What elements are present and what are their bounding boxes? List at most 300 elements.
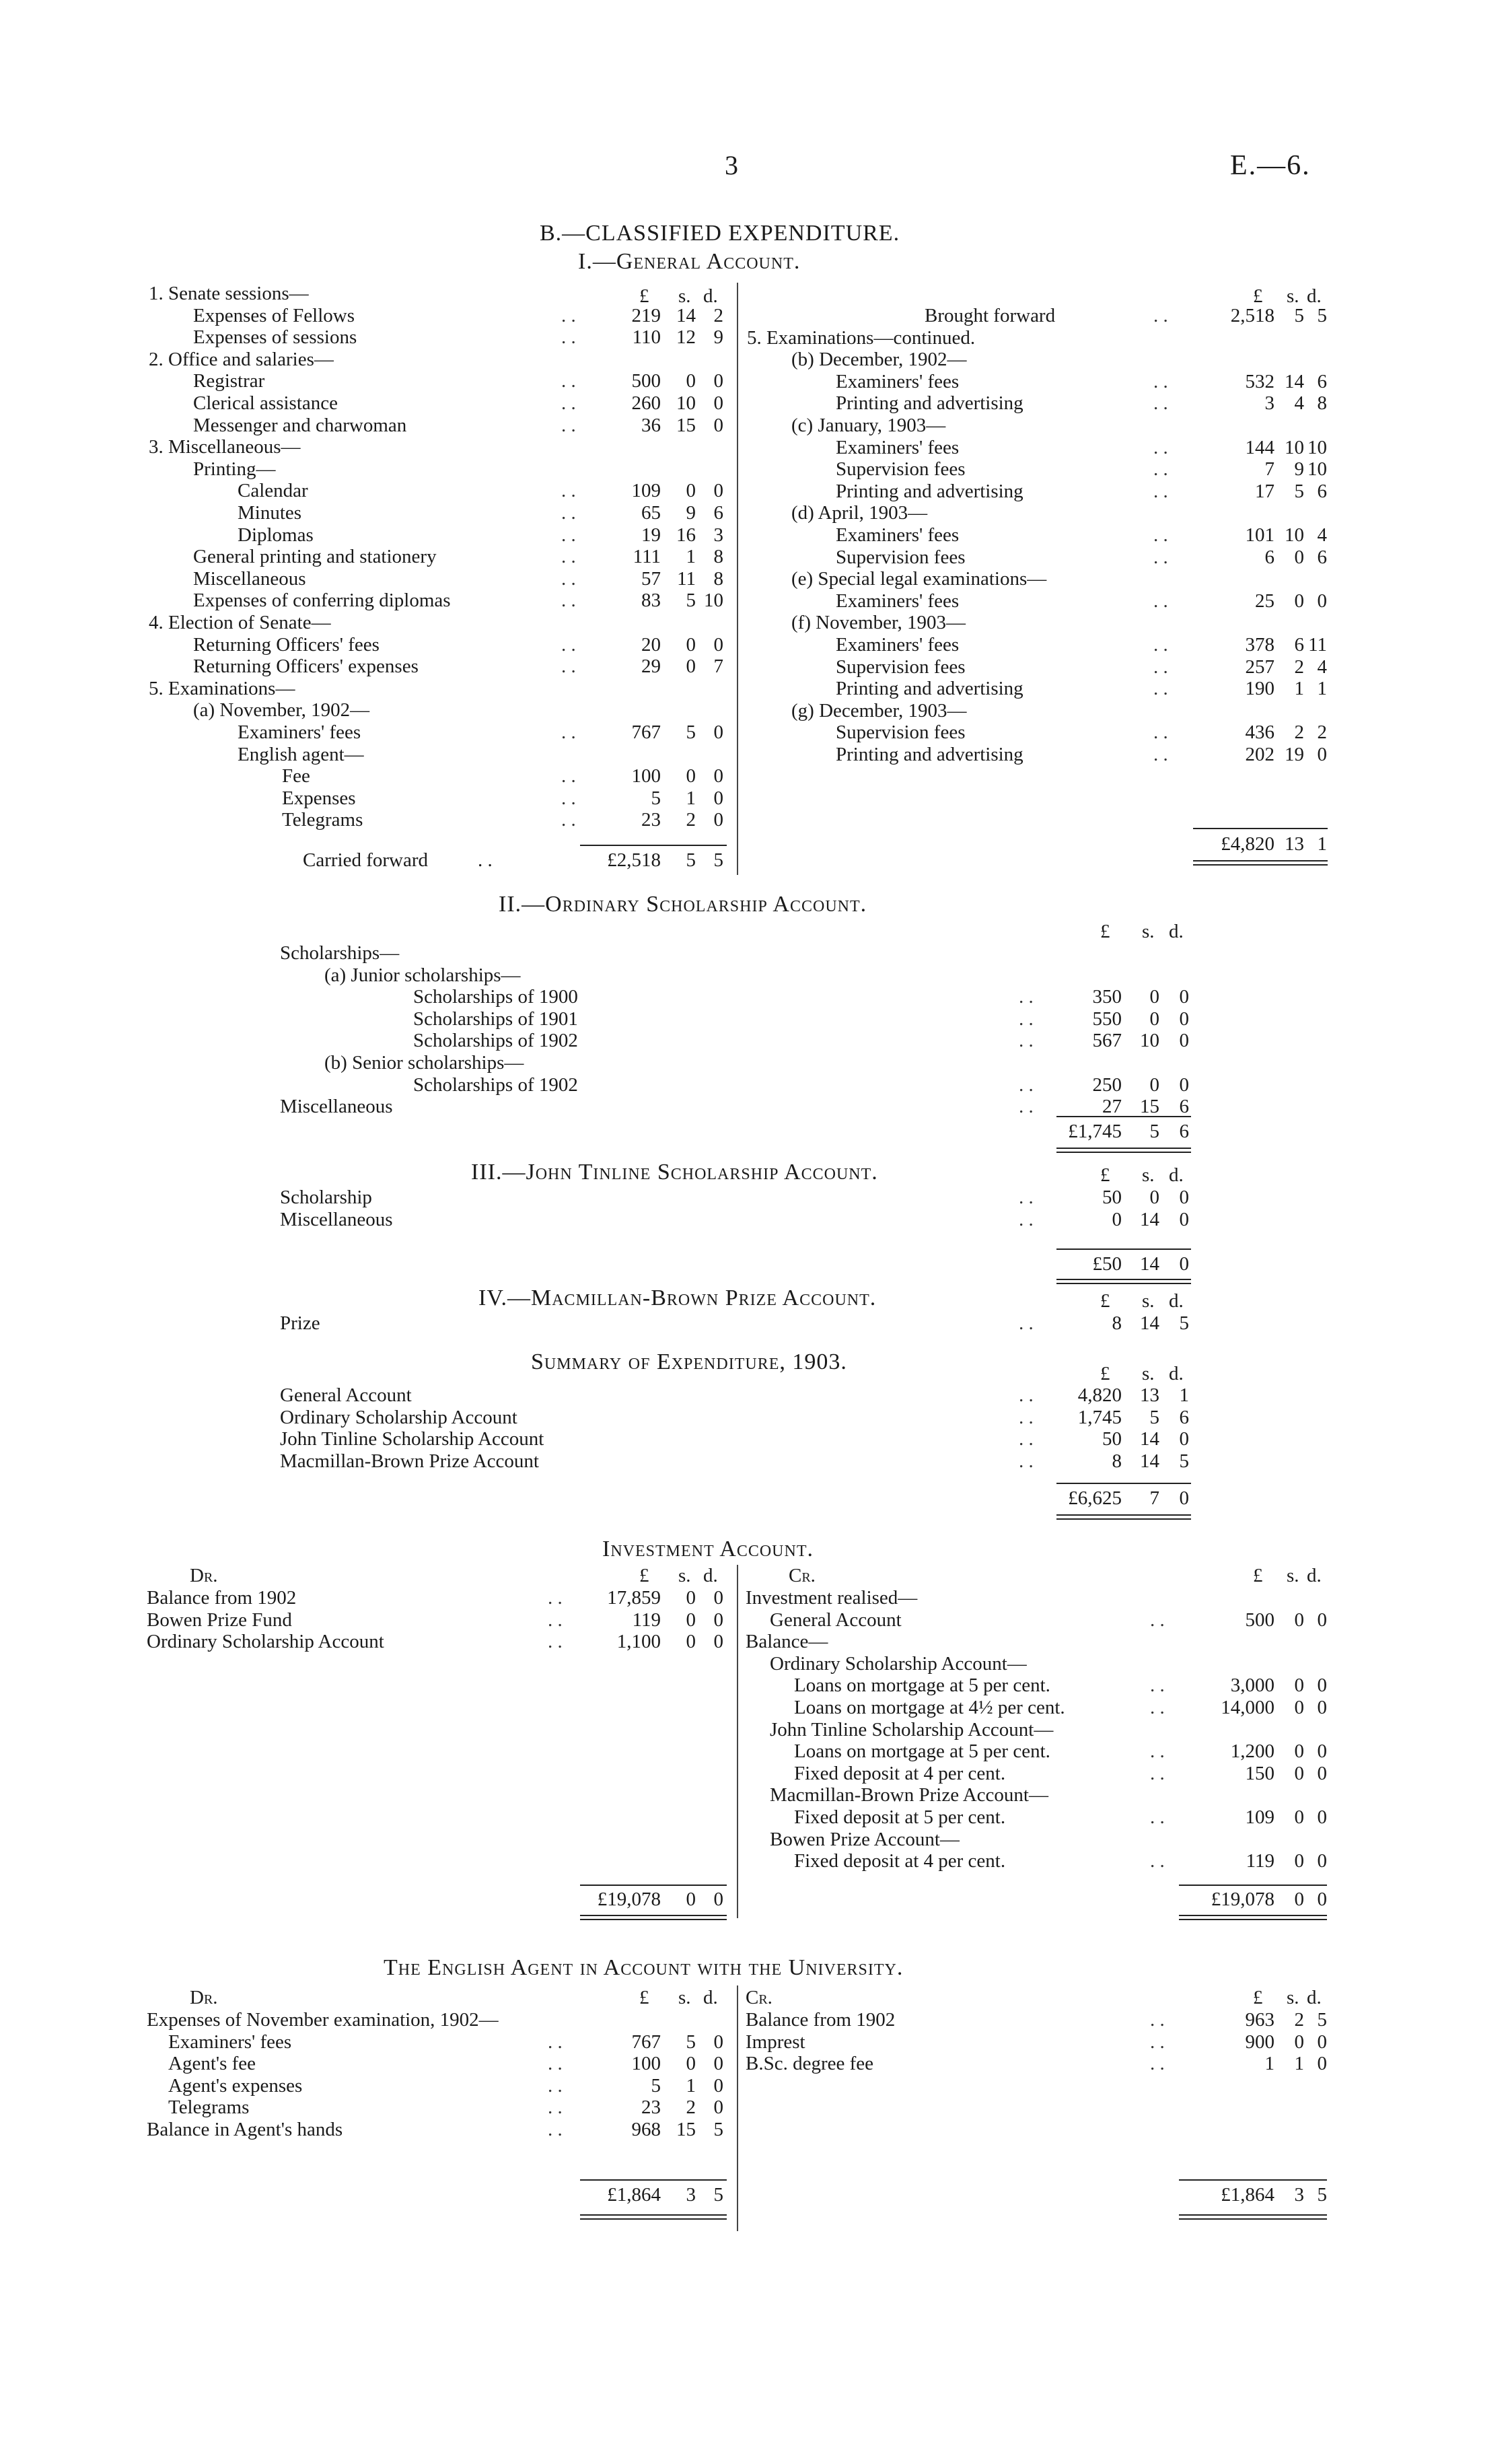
inv-cr-row-leader: . . [1150,1850,1165,1872]
gr-row-shillings: 6 [1294,634,1304,656]
ord-pounds-header: £ [1100,921,1110,942]
inv-cr-row-pounds: 1,200 [1230,1740,1274,1763]
inv-cr-row-label: Balance— [746,1631,828,1653]
gl-row-pounds: 23 [641,809,661,831]
gl-row-shillings: 15 [676,414,696,436]
mac-shillings-header: s. [1142,1290,1155,1312]
gl-row-shillings: 0 [686,765,696,787]
ea-dr-row-pounds: 5 [651,2074,661,2097]
gl-row-leader: . . [561,809,576,831]
gr-row-label: Supervision fees [836,656,966,678]
gr-row-pence: 2 [1317,721,1327,744]
gr-row-leader: . . [1153,744,1168,765]
inv-dr-row-shillings: 0 [686,1587,696,1609]
sum-row-leader: . . [1019,1384,1034,1406]
inv-cr-row-pounds: 150 [1245,1762,1274,1784]
gr-row-leader: . . [1153,590,1168,612]
gr-row-pence: 1 [1317,678,1327,700]
ord-row-label: Scholarships of 1901 [413,1008,578,1030]
gl-row-shillings: 11 [677,567,696,590]
gl-row-pounds: 110 [632,326,661,349]
inv-dr-row-label: Bowen Prize Fund [147,1609,292,1631]
gl-row-leader: . . [561,721,576,743]
ord-shillings-header: s. [1142,921,1155,942]
gl-row-pence: 0 [713,414,723,436]
ord-row-shillings: 10 [1140,1030,1159,1052]
inv-cr-row-label: Loans on mortgage at 4½ per cent. [794,1697,1065,1718]
ord-row-label: Miscellaneous [280,1096,393,1118]
ea-dr-row-pounds: 100 [631,2053,661,2075]
tin-row-shillings: 14 [1140,1208,1159,1230]
gr-row-shillings: 5 [1294,305,1304,326]
gl-row-pence: 10 [704,590,723,612]
inv-dr-row-pounds: 119 [632,1609,661,1631]
inv-dr-row-pounds: 17,859 [607,1587,661,1609]
english-agent-column-divider [737,1985,738,2231]
inv-cr-row-label: Loans on mortgage at 5 per cent. [794,1675,1050,1697]
sum-row-shillings: 5 [1149,1406,1159,1428]
ea-dr-row-label: Agent's fee [168,2053,256,2075]
section-title-english-agent: The English Agent in Account with the University. [384,1955,904,1980]
gr-row-shillings: 19 [1285,744,1304,765]
inv-cr-row-label: Investment realised— [746,1587,918,1609]
gl-row-pence: 7 [713,656,723,678]
inv-cr-pounds-header: £ [1253,1565,1263,1586]
inv-cr-row-label: Fixed deposit at 4 per cent. [794,1850,1006,1872]
gl-row-pounds: 65 [641,502,661,524]
ord-row-label: Scholarships of 1900 [413,986,578,1008]
section-title-summary: Summary of Expenditure, 1903. [531,1349,847,1374]
inv-dr-pounds-header: £ [639,1565,649,1586]
inv-dr-row-pence: 0 [713,1587,723,1609]
gl-row-shillings: 9 [686,502,696,524]
mac-row-label: Prize [280,1312,320,1334]
ea-cr-total-double-rule [1179,2214,1327,2220]
gl-row-shillings: 1 [686,787,696,809]
ord-total-pounds: £1,745 [1068,1121,1122,1142]
inv-cr-row-pounds: 119 [1246,1850,1274,1872]
sum-row-label: Ordinary Scholarship Account [280,1406,517,1428]
inv-dr-row-shillings: 0 [686,1609,696,1631]
gr-total-pounds: £4,820 [1221,833,1274,855]
gl-row-label: Telegrams [282,809,363,831]
ord-row-pence: 0 [1179,1030,1189,1052]
ord-row-shillings: 0 [1149,1008,1159,1030]
inv-cr-row-label: Fixed deposit at 4 per cent. [794,1762,1006,1784]
sum-row-pence: 6 [1179,1406,1189,1428]
gl-row-shillings: 2 [686,809,696,831]
gl-row-pence: 0 [713,480,723,502]
gr-row-pence: 11 [1308,634,1327,656]
gl-row-leader: . . [561,392,576,414]
inv-cr-shillings-header: s. [1287,1565,1299,1586]
mac-pounds-header: £ [1100,1290,1110,1312]
gl-row-pence: 0 [713,370,723,392]
gl-row-pounds: 83 [641,590,661,612]
ord-row-pence: 0 [1179,1008,1189,1030]
inv-dr-row-shillings: 0 [686,1631,696,1653]
ea-cr-total-rule [1179,2179,1327,2181]
gl-row-label: Expenses [282,787,356,809]
gr-row-pounds: 378 [1245,634,1274,656]
gr-row-pounds: 101 [1245,524,1274,546]
gr-row-shillings: 0 [1294,590,1304,612]
sum-total-pence: 0 [1179,1487,1189,1509]
gl-row-shillings: 16 [676,524,696,546]
gr-row-shillings: 10 [1285,436,1304,458]
ord-row-pounds: 27 [1102,1096,1122,1118]
inv-cr-row-pounds: 14,000 [1221,1697,1274,1718]
gl-row-shillings: 12 [676,326,696,349]
ord-row-pounds: 567 [1092,1030,1122,1052]
inv-cr-row-label: Bowen Prize Account— [770,1828,960,1850]
ea-cr-label: Cr. [746,1987,772,2008]
gr-row-pence: 10 [1307,458,1327,481]
gl-row-label: 3. Miscellaneous— [149,436,301,458]
gr-row-shillings: 1 [1294,678,1304,700]
ea-dr-row-label: Expenses of November examination, 1902— [147,2009,499,2031]
gr-row-leader: . . [1153,634,1168,656]
gl-row-label: Returning Officers' expenses [193,656,419,678]
inv-cr-row-leader: . . [1150,1697,1165,1718]
inv-cr-row-leader: . . [1150,1806,1165,1828]
tin-row-leader: . . [1019,1187,1034,1208]
gr-row-pounds: 202 [1245,744,1274,765]
gr-row-label: Examiners' fees [836,524,960,546]
gl-row-label: Expenses of Fellows [193,304,355,326]
ea-dr-row-leader: . . [548,2097,563,2119]
tin-row-pence: 0 [1179,1208,1189,1230]
gr-row-shillings: 2 [1294,721,1304,744]
gr-row-leader: . . [1153,480,1168,502]
section-title-macmillan: IV.—Macmillan-Brown Prize Account. [478,1286,877,1310]
gr-total-rule [1193,828,1328,829]
sum-pence-header: d. [1169,1363,1184,1384]
ea-cr-row-pence: 0 [1317,2053,1327,2075]
sum-row-leader: . . [1019,1428,1034,1450]
ea-cr-total-shillings: 3 [1294,2184,1304,2206]
ord-row-pounds: 550 [1092,1008,1122,1030]
tin-pounds-header: £ [1100,1164,1110,1186]
gr-row-leader: . . [1153,436,1168,458]
gl-row-pounds: 19 [641,524,661,546]
sum-row-pence: 1 [1179,1384,1189,1406]
gl-carried-forward-shillings: 5 [686,849,696,871]
gl-row-pounds: 219 [631,304,661,326]
ord-row-shillings: 0 [1149,986,1159,1008]
gr-row-label: Supervision fees [836,546,966,568]
ord-row-pounds: 250 [1092,1073,1122,1096]
inv-dr-total-pounds: £19,078 [597,1889,661,1910]
sum-row-shillings: 14 [1140,1450,1159,1472]
inv-dr-total-shillings: 0 [686,1889,696,1910]
inv-cr-row-label: Ordinary Scholarship Account— [770,1652,1027,1675]
ea-dr-row-label: Balance in Agent's hands [147,2119,343,2140]
sum-total-pounds: £6,625 [1068,1487,1122,1509]
ea-cr-row-leader: . . [1150,2031,1165,2053]
ea-cr-total-pounds: £1,864 [1221,2184,1274,2206]
mac-row-pence: 5 [1179,1312,1189,1334]
ord-row-pounds: 350 [1092,986,1122,1008]
tin-total-shillings: 14 [1140,1253,1159,1275]
ea-dr-row-label: Examiners' fees [168,2031,292,2053]
gl-row-leader: . . [561,502,576,524]
gl-row-pounds: 20 [641,633,661,656]
inv-cr-row-leader: . . [1150,1762,1165,1784]
ea-dr-row-pence: 0 [713,2031,723,2053]
gl-row-shillings: 5 [686,590,696,612]
inv-dr-row-label: Ordinary Scholarship Account [147,1631,384,1653]
sum-row-pence: 0 [1179,1428,1189,1450]
gl-row-label: Miscellaneous [193,567,306,590]
ea-cr-row-pounds: 1 [1264,2053,1274,2075]
gl-row-label: Registrar [193,370,265,392]
gr-total-shillings: 13 [1285,833,1304,855]
gr-row-label: (c) January, 1903— [791,415,946,436]
gl-row-leader: . . [561,414,576,436]
ea-dr-row-leader: . . [548,2074,563,2097]
gl-carried-forward-label: Carried forward [303,849,428,871]
gl-row-shillings: 0 [686,633,696,656]
gr-row-pounds: 436 [1245,721,1274,744]
inv-cr-row-pence: 0 [1317,1697,1327,1718]
ea-dr-total-pounds: £1,864 [607,2184,661,2206]
ea-dr-row-leader: . . [548,2053,563,2075]
ea-dr-row-pounds: 968 [631,2119,661,2140]
gr-row-shillings: 5 [1294,480,1304,502]
inv-cr-row-leader: . . [1150,1675,1165,1697]
sum-row-label: John Tinline Scholarship Account [280,1428,544,1450]
inv-cr-row-pence: 0 [1317,1850,1327,1872]
inv-cr-row-pence: 0 [1317,1740,1327,1763]
inv-dr-row-label: Balance from 1902 [147,1587,297,1609]
gl-row-pence: 2 [713,304,723,326]
inv-cr-total-pounds: £19,078 [1211,1889,1274,1910]
inv-cr-row-leader: . . [1150,1740,1165,1763]
inv-cr-row-shillings: 0 [1294,1609,1304,1631]
ea-dr-row-shillings: 1 [686,2074,696,2097]
gr-row-label: Examiners' fees [836,370,960,392]
ea-dr-total-pence: 5 [713,2184,723,2206]
gr-total-pence: 1 [1317,833,1327,855]
gl-pence-header: d. [703,285,718,307]
tin-row-label: Scholarship [280,1187,372,1208]
gr-row-label: Brought forward [925,305,1056,326]
ea-cr-row-label: Balance from 1902 [746,2009,896,2031]
ord-row-label: Scholarships of 1902 [413,1030,578,1052]
tin-total-pence: 0 [1179,1253,1189,1275]
gl-row-pence: 9 [713,326,723,349]
ea-cr-row-shillings: 0 [1294,2031,1304,2053]
gl-row-label: Printing— [193,458,276,480]
inv-cr-row-shillings: 0 [1294,1675,1304,1697]
sum-row-leader: . . [1019,1406,1034,1428]
inv-dr-total-rule [580,1885,727,1886]
gl-row-pence: 0 [713,633,723,656]
ea-cr-row-label: Imprest [746,2031,805,2053]
ord-row-pence: 0 [1179,986,1189,1008]
gr-row-pounds: 257 [1245,656,1274,678]
tin-row-pence: 0 [1179,1187,1189,1208]
ord-row-pence: 6 [1179,1096,1189,1118]
ord-pence-header: d. [1169,921,1184,942]
gl-row-leader: . . [561,656,576,678]
gl-row-pounds: 111 [633,546,661,568]
inv-cr-total-shillings: 0 [1294,1889,1304,1910]
inv-cr-row-pence: 0 [1317,1762,1327,1784]
sum-row-shillings: 13 [1140,1384,1159,1406]
inv-dr-row-leader: . . [548,1587,563,1609]
section-title-investment: Investment Account. [602,1537,814,1561]
gl-row-label: Clerical assistance [193,392,338,414]
gl-row-leader: . . [561,590,576,612]
gl-row-label: Expenses of conferring diplomas [193,590,451,612]
inv-dr-row-pence: 0 [713,1609,723,1631]
inv-cr-row-shillings: 0 [1294,1806,1304,1828]
gl-carried-forward-pence: 5 [713,849,723,871]
gr-pounds-header: £ [1253,285,1263,307]
ord-row-label: Scholarships of 1902 [413,1073,578,1096]
tin-total-pounds: £50 [1092,1253,1122,1275]
gr-row-pounds: 17 [1255,480,1274,502]
gl-row-label: Returning Officers' fees [193,633,380,656]
tin-row-label: Miscellaneous [280,1208,393,1230]
inv-dr-total-double-rule [580,1915,727,1920]
sum-row-leader: . . [1019,1450,1034,1472]
inv-dr-label: Dr. [190,1565,218,1586]
gr-row-leader: . . [1153,678,1168,700]
ord-row-label: (a) Junior scholarships— [324,964,521,986]
gl-row-leader: . . [561,546,576,568]
ea-cr-row-pounds: 963 [1245,2009,1274,2031]
gl-row-leader: . . [561,765,576,787]
inv-cr-row-pence: 0 [1317,1609,1327,1631]
ea-cr-row-label: B.Sc. degree fee [746,2053,874,2075]
gr-row-shillings: 4 [1294,392,1304,415]
gl-row-pence: 0 [713,392,723,414]
section-title-ordinary: II.—Ordinary Scholarship Account. [499,892,867,917]
inv-cr-row-shillings: 0 [1294,1740,1304,1763]
gl-row-pence: 8 [713,546,723,568]
ord-row-shillings: 0 [1149,1073,1159,1096]
gr-row-shillings: 2 [1294,656,1304,678]
section-title-general: I.—General Account. [578,249,801,274]
sum-pounds-header: £ [1100,1363,1110,1384]
ea-cr-row-shillings: 2 [1294,2009,1304,2031]
gr-row-pence: 10 [1307,436,1327,458]
ea-dr-row-pounds: 23 [641,2097,661,2119]
gl-row-label: Messenger and charwoman [193,414,407,436]
gl-carried-forward-pounds: £2,518 [607,849,661,871]
gr-row-leader: . . [1153,370,1168,392]
ea-dr-shillings-header: s. [678,1987,691,2008]
ea-dr-row-label: Agent's expenses [168,2074,303,2097]
gr-row-pounds: 25 [1255,590,1274,612]
inv-cr-row-label: Loans on mortgage at 5 per cent. [794,1740,1050,1763]
inv-cr-row-label: Macmillan-Brown Prize Account— [770,1784,1048,1806]
gl-row-label: (a) November, 1902— [193,699,370,721]
ord-row-label: Scholarships— [280,942,400,964]
gr-row-pounds: 144 [1245,436,1274,458]
sum-row-label: General Account [280,1384,412,1406]
ord-row-leader: . . [1019,986,1034,1008]
ea-dr-row-pence: 0 [713,2097,723,2119]
page-number: 3 [725,150,738,180]
inv-cr-total-rule [1179,1885,1327,1886]
ea-dr-label: Dr. [190,1987,218,2008]
gr-row-pence: 4 [1317,656,1327,678]
gr-row-label: (f) November, 1903— [791,612,966,634]
gl-row-label: 5. Examinations— [149,677,295,699]
ord-total-rule [1056,1116,1191,1117]
inv-cr-row-label: John Tinline Scholarship Account— [770,1718,1054,1740]
ea-dr-row-leader: . . [548,2031,563,2053]
gl-row-leader: . . [561,524,576,546]
main-heading: B.—CLASSIFIED EXPENDITURE. [540,221,900,246]
inv-dr-shillings-header: s. [678,1565,691,1586]
gr-row-label: Printing and advertising [836,480,1023,502]
gr-row-pence: 5 [1317,305,1327,326]
tin-row-pounds: 0 [1112,1208,1122,1230]
tin-row-pounds: 50 [1102,1187,1122,1208]
inv-cr-total-double-rule [1179,1915,1327,1920]
inv-cr-row-pounds: 3,000 [1230,1675,1274,1697]
inv-cr-row-shillings: 0 [1294,1850,1304,1872]
sum-row-shillings: 14 [1140,1428,1159,1450]
gl-row-label: Minutes [238,502,302,524]
gr-row-leader: . . [1153,656,1168,678]
inv-cr-row-pence: 0 [1317,1806,1327,1828]
inv-dr-row-pounds: 1,100 [616,1631,661,1653]
gl-row-pounds: 109 [631,480,661,502]
section-title-tinline: III.—John Tinline Scholarship Account. [471,1160,878,1185]
ord-total-shillings: 5 [1149,1121,1159,1142]
tin-total-double-rule [1056,1279,1191,1284]
gl-row-leader: . . [561,567,576,590]
page-reference: E.—6. [1230,150,1311,181]
inv-cr-row-pence: 0 [1317,1675,1327,1697]
gr-row-label: (e) Special legal examinations— [791,568,1047,590]
mac-row-shillings: 14 [1140,1312,1159,1334]
inv-dr-pence-header: d. [703,1565,718,1586]
gr-row-pounds: 532 [1245,370,1274,392]
gr-row-leader: . . [1153,305,1168,326]
gl-row-label: Expenses of sessions [193,326,357,349]
inv-cr-row-pounds: 109 [1245,1806,1274,1828]
gl-row-pounds: 5 [651,787,661,809]
gr-row-pence: 0 [1317,590,1327,612]
gr-shillings-header: s. [1287,285,1299,307]
ea-dr-row-shillings: 5 [686,2031,696,2053]
ord-row-leader: . . [1019,1030,1034,1052]
gl-row-label: Fee [282,765,310,787]
tin-pence-header: d. [1169,1164,1184,1186]
gr-row-pence: 6 [1317,546,1327,568]
gl-row-leader: . . [561,304,576,326]
gr-row-label: Supervision fees [836,721,966,744]
sum-row-pounds: 50 [1102,1428,1122,1450]
sum-row-pounds: 1,745 [1077,1406,1122,1428]
tin-shillings-header: s. [1142,1164,1155,1186]
ea-dr-row-label: Telegrams [168,2097,250,2119]
gl-row-label: Calendar [238,480,308,502]
gr-row-pence: 6 [1317,480,1327,502]
inv-dr-total-pence: 0 [713,1889,723,1910]
general-column-divider [737,283,738,875]
gr-row-pence: 6 [1317,370,1327,392]
ea-cr-row-leader: . . [1150,2053,1165,2075]
ord-row-shillings: 15 [1140,1096,1159,1118]
